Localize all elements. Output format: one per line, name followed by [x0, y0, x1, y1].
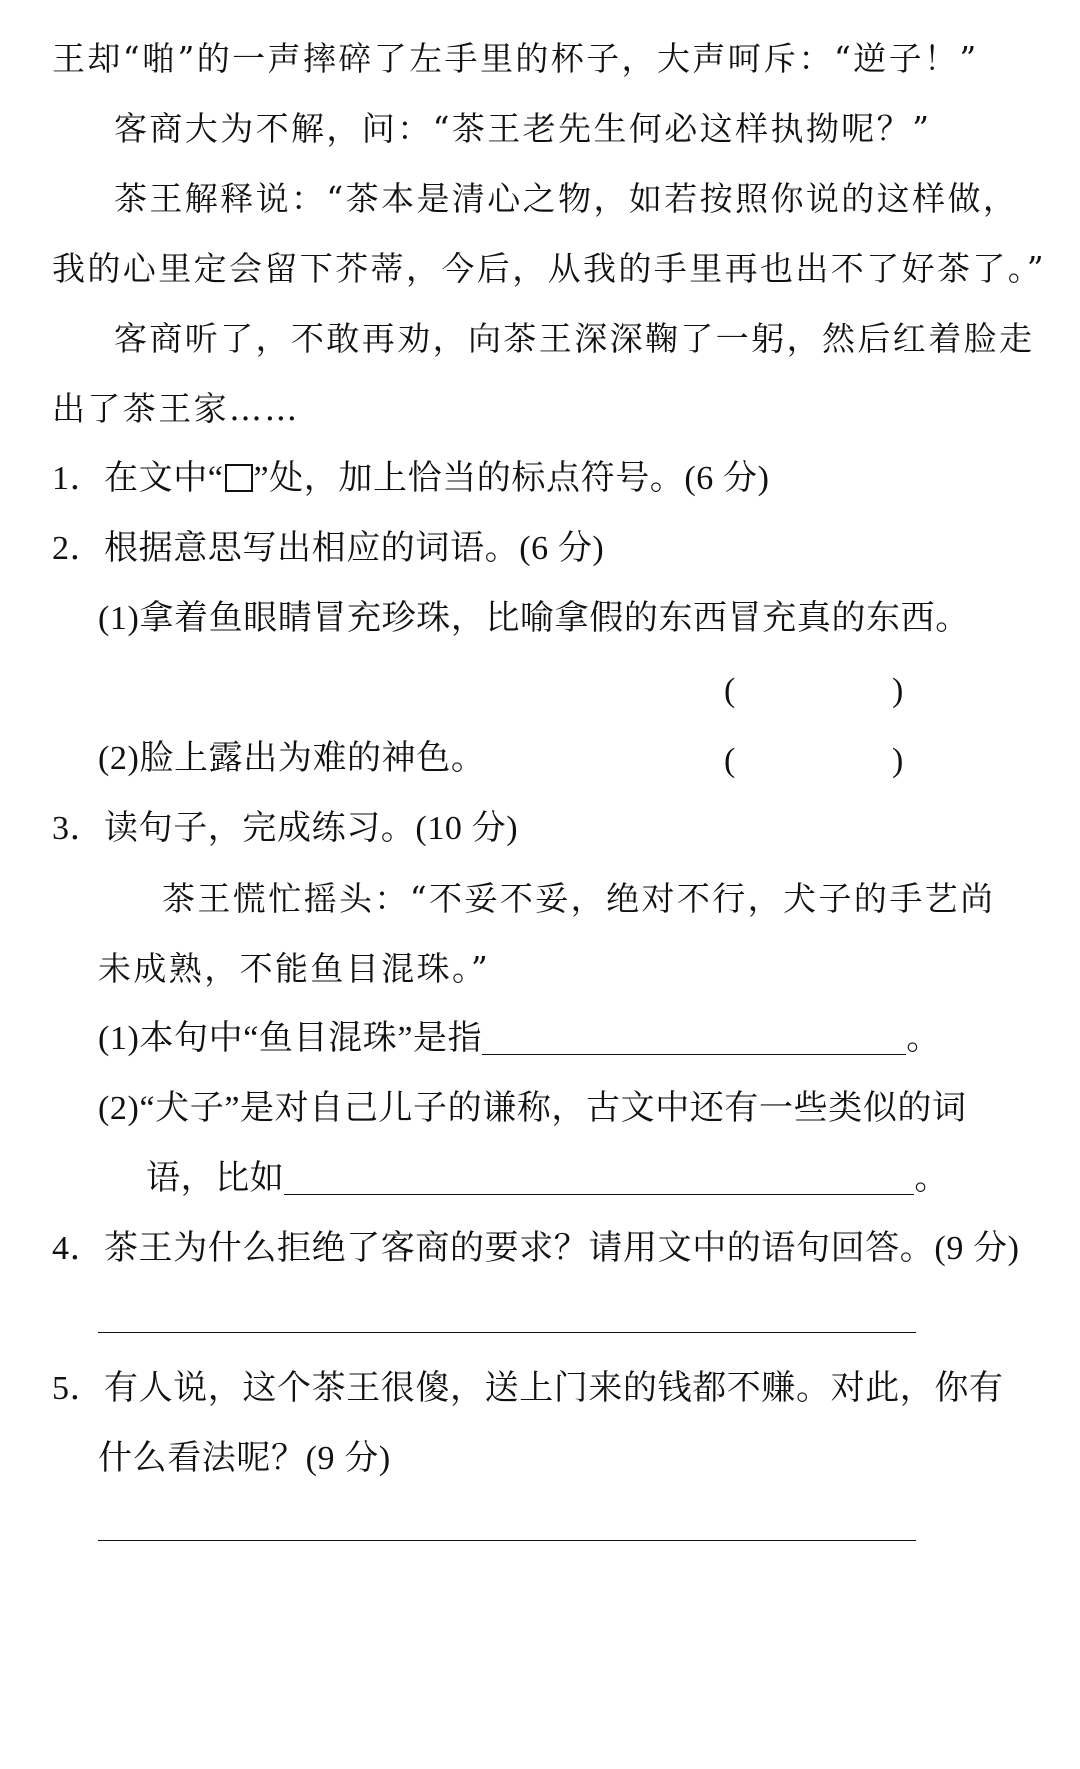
answer-paren-open: ( [724, 742, 736, 779]
question-2 [52, 532, 604, 566]
passage-line: 茶王解释说：“茶本是清心之物，如若按照你说的这样做， [114, 179, 1019, 218]
passage-line: 出了茶王家…… [52, 389, 300, 428]
period: 。 [906, 1020, 941, 1057]
period: 。 [914, 1160, 950, 1197]
answer-paren-close: ) [892, 742, 904, 779]
quoted-sentence: 茶王慌忙摇头：“不妥不妥，绝对不行，犬子的手艺尚 [162, 879, 996, 918]
answer-line[interactable] [98, 1332, 916, 1333]
question-text: 有人说，这个茶王很傻，送上门来的钱都不赚。对此，你有 [104, 1370, 1004, 1407]
question-3 [52, 812, 518, 846]
answer-paren-open: ( [724, 672, 736, 709]
answer-blank[interactable] [284, 1164, 914, 1195]
question-text: 茶王为什么拒绝了客商的要求？请用文中的语句回答。(9 分) [104, 1230, 1020, 1267]
answer-blank[interactable] [482, 1024, 906, 1055]
question-number: 2． [52, 530, 105, 567]
question-1 [52, 462, 770, 496]
sub-question [146, 1162, 949, 1196]
question-text: 读句子，完成练习。(10 分) [104, 810, 519, 847]
question-text: 根据意思写出相应的词语。(6 分) [104, 530, 605, 567]
question-number: 1． [52, 460, 105, 497]
question-number: 5． [52, 1370, 105, 1407]
passage-line: 客商大为不解，问：“茶王老先生何必这样执拗呢？” [114, 109, 932, 148]
sub-question-text: (1)本句中“鱼目混珠”是指 [98, 1020, 483, 1057]
answer-line[interactable] [98, 1540, 916, 1541]
question-text: 什么看法呢？(9 分) [98, 1440, 391, 1477]
sub-question-text: 语，比如 [146, 1160, 285, 1197]
question-number: 4． [52, 1230, 105, 1267]
sub-question: (2)脸上露出为难的神色。 [98, 740, 486, 777]
sub-question [98, 1022, 941, 1056]
answer-paren-close: ) [892, 672, 904, 709]
passage-line: 我的心里定会留下芥蒂，今后，从我的手里再也出不了好茶了。” [52, 249, 1046, 288]
question-5 [52, 1372, 1004, 1406]
question-4 [52, 1232, 1020, 1266]
blank-box-icon [225, 464, 253, 492]
question-text: 在文中“ [104, 460, 224, 497]
passage-line: 客商听了，不敢再劝，向茶王深深鞠了一躬，然后红着脸走 [114, 319, 1035, 358]
sub-question: (2)“犬子”是对自己儿子的谦称，古文中还有一些类似的词 [98, 1090, 967, 1127]
sub-question: (1)拿着鱼眼睛冒充珍珠，比喻拿假的东西冒充真的东西。 [98, 600, 970, 637]
quoted-sentence: 未成熟，不能鱼目混珠。” [98, 949, 491, 988]
question-text: ”处，加上恰当的标点符号。(6 分) [253, 460, 770, 497]
passage-line: 王却“啪”的一声摔碎了左手里的杯子，大声呵斥：“逆子！” [52, 39, 979, 78]
question-number: 3． [52, 810, 105, 847]
